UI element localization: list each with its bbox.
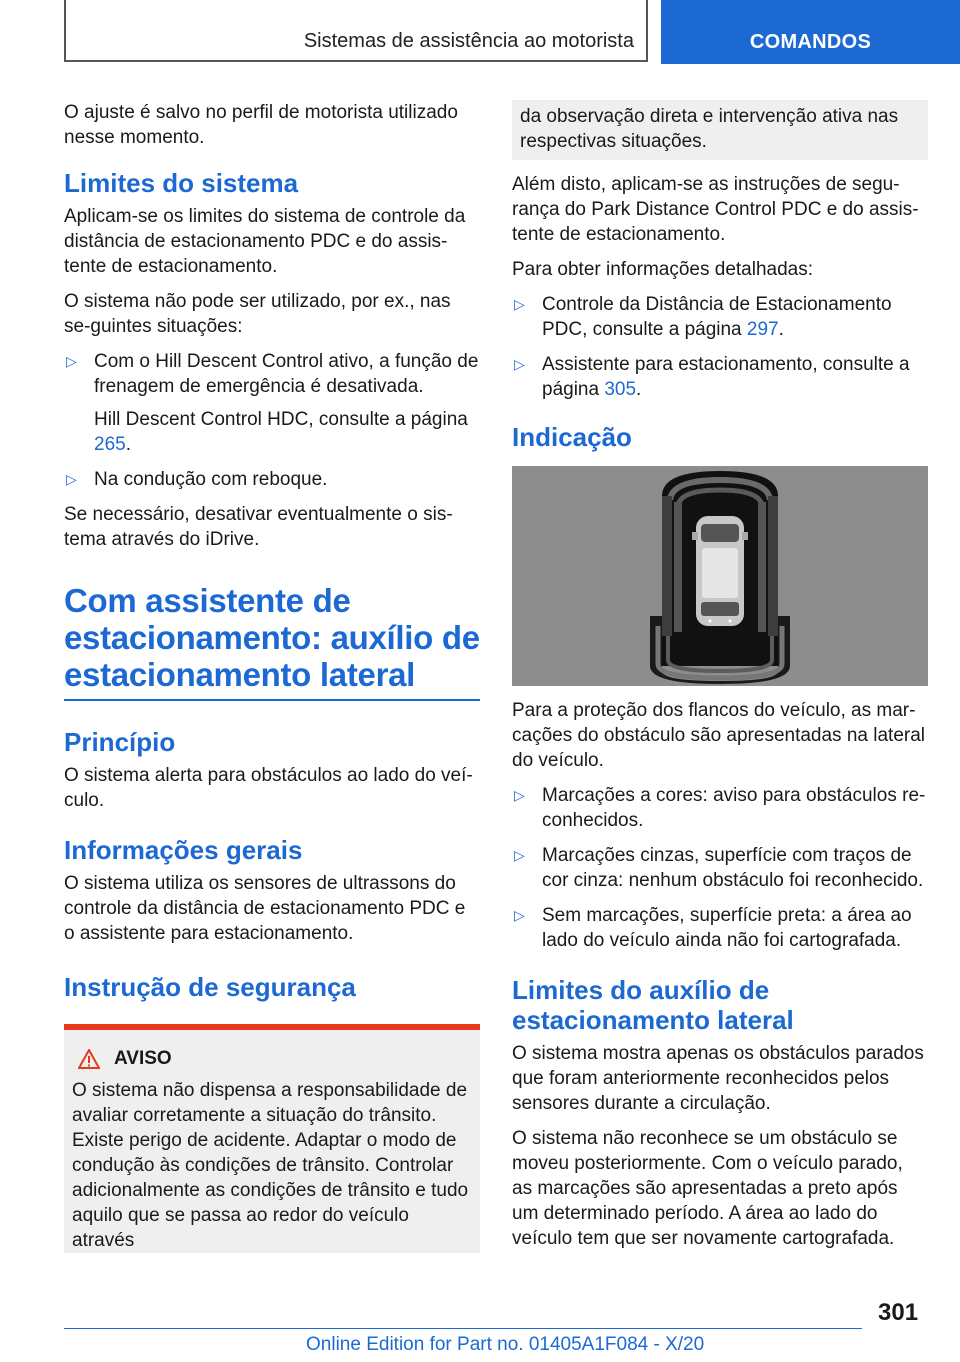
general-info-heading: Informações gerais — [64, 835, 303, 865]
list-item — [64, 349, 480, 457]
list-item — [512, 783, 928, 833]
triangle-bullet-icon: ▷ — [514, 847, 525, 863]
triangle-bullet-icon: ▷ — [66, 471, 77, 487]
triangle-bullet-icon: ▷ — [514, 296, 525, 312]
list-item-text: Marcações a cores: aviso para obstáculos re-conhecidos. — [542, 785, 926, 831]
parking-assist-illustration — [512, 466, 928, 686]
display-paragraph: Para a proteção dos flancos do veículo, as mar-cações do obstáculo são apresentadas na lateral do veículo. — [512, 700, 925, 771]
right-column — [512, 100, 928, 1261]
principle-paragraph: O sistema alerta para obstáculos ao lado do veí-culo. — [64, 765, 473, 811]
lateral-limits-paragraph-1: O sistema mostra apenas os obstáculos parados que foram anteriormente reconhecidos pelos sensores durante a circulação. — [512, 1043, 924, 1114]
list-item — [64, 467, 480, 492]
warning-title-text: AVISO — [114, 1048, 172, 1069]
reference-text: Assistente para estacionamento, consulte a página — [542, 354, 910, 400]
lateral-limits-paragraph-2: O sistema não reconhece se um obstáculo se moveu posteriormente. Com o veículo parado, as marcações são apresentadas a preto após um determinado período. A área ao lado do veículo tem que ser novamente cartografada. — [512, 1128, 903, 1249]
vehicle-top-view-image — [512, 466, 928, 686]
limits-heading: Limites do sistema — [64, 168, 299, 198]
edition-footer: Online Edition for Part no. 01405A1F084 - X/20 — [306, 1334, 705, 1355]
triangle-bullet-icon: ▷ — [66, 353, 77, 369]
reference-list — [512, 292, 928, 402]
list-item — [512, 903, 928, 953]
reference-text: Controle da Distância de Estacionamento PDC, consulte a página — [542, 294, 892, 340]
limits-paragraph-1: Aplicam-se os limites do sistema de controle da distância de estacionamento PDC e do assis-tente de estacionamento. — [64, 206, 466, 277]
warning-box — [64, 1024, 480, 1253]
list-item-text: Marcações cinzas, superfície com traços de cor cinza: nenhum obstáculo foi reconhecido. — [542, 845, 924, 891]
warning-text-continued: da observação direta e intervenção ativa nas respectivas situações. — [520, 106, 899, 152]
also-paragraph: Além disto, aplicam-se as instruções de segu-rança do Park Distance Control PDC e do assis-tente de estacionamento. — [512, 174, 919, 245]
warning-text: O sistema não dispensa a responsabilidade de avaliar corretamente a situação do trânsito. Existe perigo de acidente. Adaptar o modo de condução às condições de trânsito. Controlar adicionalmente as condições de trânsito e tudo aquilo que se passa ao redor do veículo através — [72, 1080, 469, 1251]
chapter-heading: Com assistente de estacionamento: auxílio de estacionamento lateral — [64, 582, 480, 693]
limits-list — [64, 349, 480, 492]
list-item: ▷ Controle da Distância de Estacionamento PDC, consulte a página 297. — [514, 294, 892, 340]
footer-rule — [64, 1328, 862, 1329]
intro-paragraph: O ajuste é salvo no perfil de motorista utilizado nesse momento. — [64, 102, 458, 148]
list-item-subtext: Hill Descent Control HDC, consulte a página 265. — [94, 409, 468, 455]
page-number: 301 — [878, 1299, 919, 1326]
warning-title — [72, 1048, 472, 1070]
chapter-heading-rule — [64, 699, 480, 701]
list-item-text: Sem marcações, superfície preta: a área ao lado do veículo ainda não foi cartografada. — [542, 905, 912, 951]
display-heading: Indicação — [512, 422, 632, 452]
list-item-text: Na condução com reboque. — [94, 469, 328, 490]
triangle-bullet-icon: ▷ — [514, 356, 525, 372]
reference-text: Hill Descent Control HDC, consulte a página — [94, 409, 468, 430]
general-info-paragraph: O sistema utiliza os sensores de ultrassons do controle da distância de estacionamento PDC e o assistente para estacionamento. — [64, 873, 466, 944]
page-link-297[interactable]: 297 — [746, 319, 779, 340]
warning-box-continued — [512, 100, 928, 160]
markings-list — [512, 783, 928, 953]
section-title: Sistemas de assistência ao motorista — [303, 30, 634, 52]
limits-paragraph-2: O sistema não pode ser utilizado, por ex., nas se-guintes situações: — [64, 291, 451, 337]
left-column — [64, 100, 480, 1253]
list-item-text: Com o Hill Descent Control ativo, a função de frenagem de emergência é desativada. — [94, 351, 479, 397]
chapter-tab[interactable] — [661, 0, 960, 64]
header-title-box — [64, 0, 648, 62]
page-link-265[interactable]: 265 — [94, 434, 126, 455]
principle-heading: Princípio — [64, 727, 176, 757]
limits-paragraph-3: Se necessário, desativar eventualmente o sis-tema através do iDrive. — [64, 504, 453, 550]
list-item: ▷ Assistente para estacionamento, consulte a página 305. — [514, 354, 910, 400]
safety-heading: Instrução de segurança — [64, 972, 356, 1002]
triangle-bullet-icon: ▷ — [514, 787, 525, 803]
page-header — [0, 0, 960, 64]
triangle-bullet-icon: ▷ — [514, 907, 525, 923]
page-link-305[interactable]: 305 — [604, 379, 637, 400]
chapter-tab-label: COMANDOS — [749, 31, 872, 53]
warning-triangle-icon — [78, 1049, 100, 1069]
details-paragraph: Para obter informações detalhadas: — [512, 259, 814, 280]
lateral-limits-heading: Limites do auxílio de estacionamento lateral — [512, 975, 794, 1035]
list-item — [512, 843, 928, 893]
